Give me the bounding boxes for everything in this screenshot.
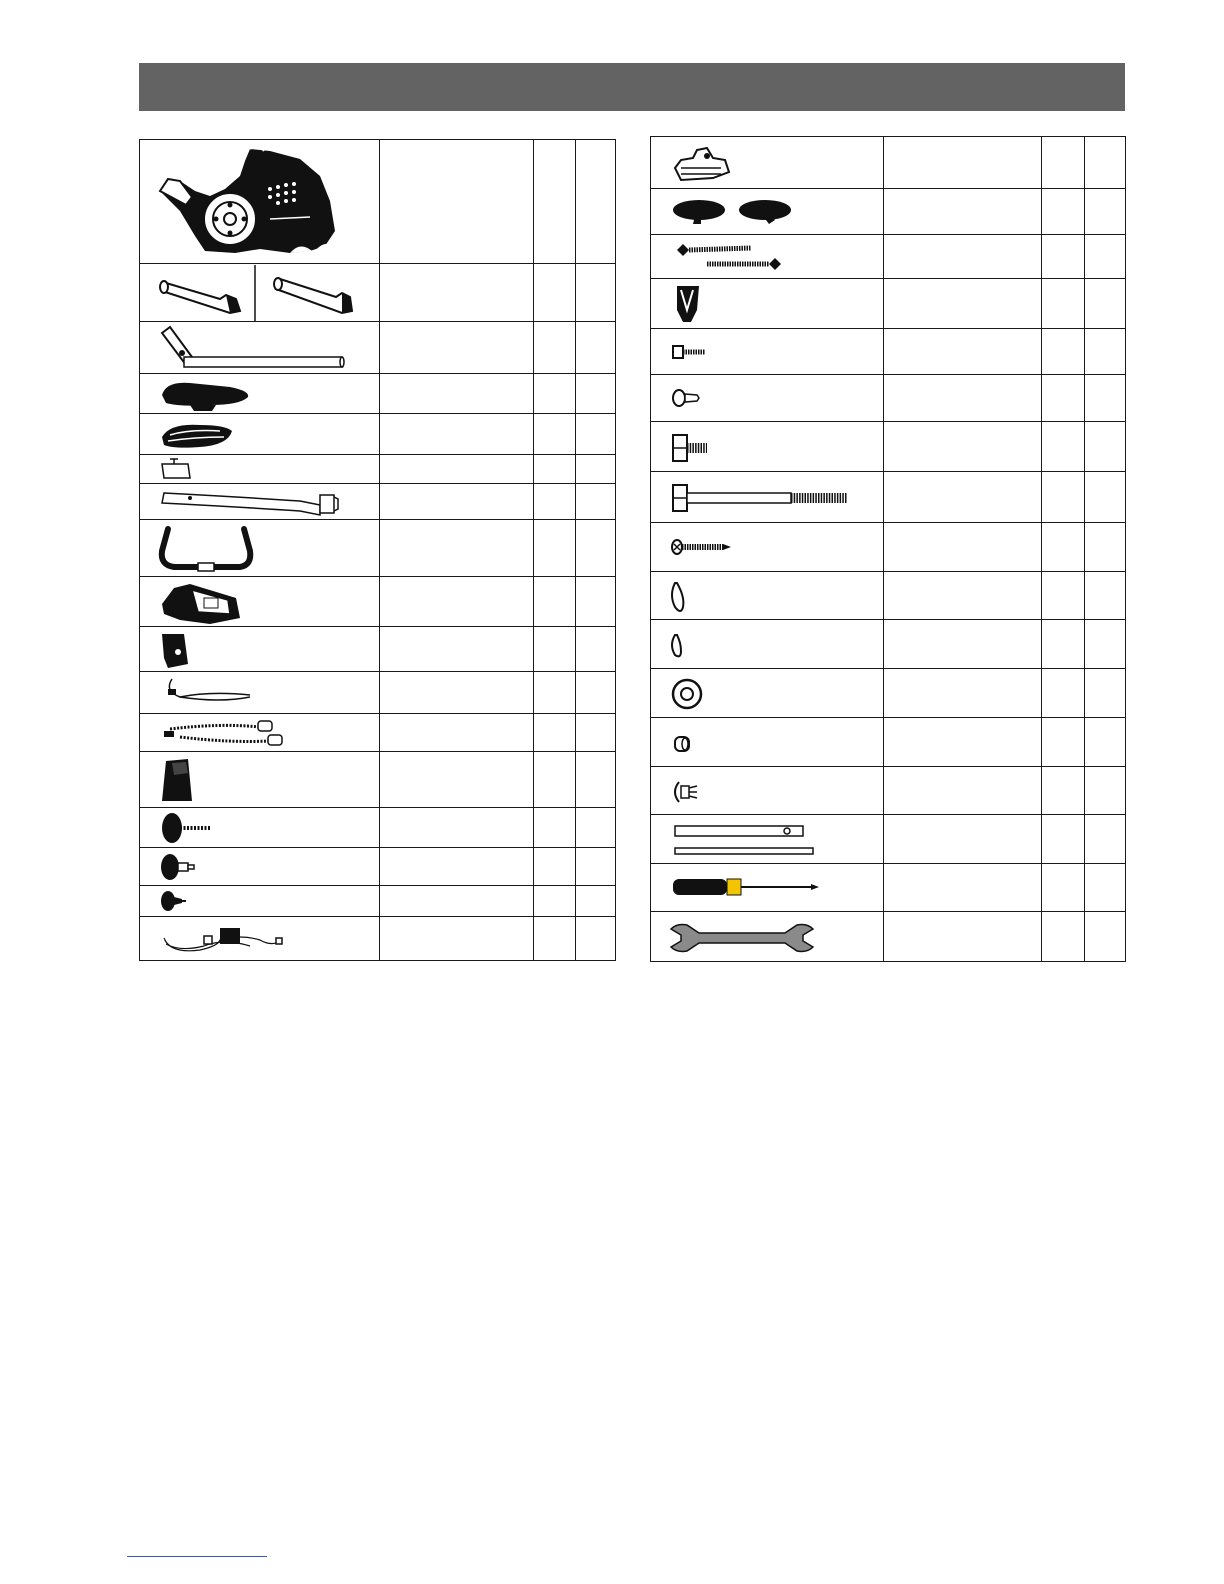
part-number-cell <box>1042 279 1085 329</box>
part-image-cell <box>651 864 884 912</box>
table-row <box>140 848 616 886</box>
part-description-cell <box>380 322 534 374</box>
part-description-cell <box>884 329 1042 375</box>
part-quantity-cell <box>1085 669 1126 718</box>
part-number-cell <box>534 140 576 264</box>
seat-post-cover-icon <box>651 280 882 328</box>
part-quantity-cell <box>1085 815 1126 864</box>
part-number-cell <box>1042 375 1085 422</box>
part-description-cell <box>380 627 534 672</box>
part-image-cell <box>651 572 884 620</box>
part-number-cell <box>534 752 576 808</box>
seat-icon <box>140 375 378 413</box>
part-description-cell <box>884 235 1042 279</box>
part-image-cell <box>140 848 380 886</box>
table-row <box>140 714 616 752</box>
table-row <box>140 752 616 808</box>
main-frame-icon <box>140 141 378 263</box>
parts-table-left <box>139 139 616 961</box>
part-number-cell <box>1042 137 1085 189</box>
part-image-cell <box>140 484 380 520</box>
table-row <box>651 523 1126 572</box>
part-number-cell <box>534 484 576 520</box>
part-description-cell <box>884 523 1042 572</box>
table-row <box>651 864 1126 912</box>
table-row <box>140 414 616 455</box>
table-row <box>651 235 1126 279</box>
part-description-cell <box>884 375 1042 422</box>
pedal-straps-icon <box>651 236 882 278</box>
part-description-cell <box>884 472 1042 523</box>
part-image-cell <box>140 264 380 322</box>
part-description-cell <box>884 189 1042 235</box>
part-quantity-cell <box>1085 472 1126 523</box>
seat-rail-icon <box>140 485 378 519</box>
table-row <box>651 375 1126 422</box>
part-description-cell <box>884 767 1042 815</box>
part-description-cell <box>884 572 1042 620</box>
part-quantity-cell <box>576 264 616 322</box>
table-row <box>651 572 1126 620</box>
part-description-cell <box>380 672 534 714</box>
part-image-cell <box>651 669 884 718</box>
handlebar-icon <box>140 521 378 576</box>
part-quantity-cell <box>576 322 616 374</box>
part-quantity-cell <box>576 140 616 264</box>
part-number-cell <box>1042 235 1085 279</box>
part-quantity-cell <box>1085 189 1126 235</box>
part-description-cell <box>380 140 534 264</box>
pedals-icon <box>651 190 882 234</box>
part-number-cell <box>534 455 576 484</box>
screwdriver-icon <box>651 865 882 911</box>
part-image-cell <box>651 279 884 329</box>
part-quantity-cell <box>1085 279 1126 329</box>
part-quantity-cell <box>1085 620 1126 669</box>
part-image-cell <box>140 455 380 484</box>
table-row <box>651 718 1126 767</box>
part-quantity-cell <box>1085 329 1126 375</box>
part-quantity-cell <box>1085 912 1126 962</box>
part-description-cell <box>380 264 534 322</box>
part-number-cell <box>534 848 576 886</box>
part-image-cell <box>651 815 884 864</box>
part-quantity-cell <box>1085 572 1126 620</box>
small-knob-icon <box>140 887 378 916</box>
part-number-cell <box>534 322 576 374</box>
large-knob-icon <box>140 809 378 847</box>
part-image-cell <box>140 414 380 455</box>
part-description-cell <box>884 620 1042 669</box>
table-row <box>651 669 1126 718</box>
console-icon <box>140 578 378 626</box>
part-description-cell <box>884 279 1042 329</box>
wrench-icon <box>651 913 882 961</box>
part-number-cell <box>1042 767 1085 815</box>
part-image-cell <box>140 917 380 961</box>
table-row <box>140 455 616 484</box>
parts-table-right <box>650 136 1126 962</box>
part-description-cell <box>884 718 1042 767</box>
part-quantity-cell <box>576 484 616 520</box>
part-number-cell <box>534 917 576 961</box>
seat-back-icon <box>140 415 378 454</box>
part-image-cell <box>651 329 884 375</box>
large-split-washer-icon <box>651 573 882 619</box>
part-image-cell <box>651 137 884 189</box>
part-image-cell <box>140 808 380 848</box>
part-quantity-cell <box>576 374 616 414</box>
part-image-cell <box>651 235 884 279</box>
table-row <box>140 917 616 961</box>
hex-key-icon <box>651 816 882 863</box>
part-number-cell <box>534 886 576 917</box>
part-quantity-cell <box>1085 864 1126 912</box>
part-number-cell <box>1042 912 1085 962</box>
part-description-cell <box>380 520 534 577</box>
part-image-cell <box>651 718 884 767</box>
part-quantity-cell <box>1085 375 1126 422</box>
part-number-cell <box>534 672 576 714</box>
part-number-cell <box>1042 864 1085 912</box>
table-row <box>140 886 616 917</box>
part-description-cell <box>884 137 1042 189</box>
part-quantity-cell <box>576 917 616 961</box>
stabilizer-icon <box>140 265 378 321</box>
table-row <box>140 322 616 374</box>
part-image-cell <box>140 140 380 264</box>
part-image-cell <box>140 752 380 808</box>
part-quantity-cell <box>1085 137 1126 189</box>
part-image-cell <box>140 374 380 414</box>
part-number-cell <box>1042 472 1085 523</box>
part-description-cell <box>380 374 534 414</box>
part-number-cell <box>1042 523 1085 572</box>
part-image-cell <box>651 189 884 235</box>
part-number-cell <box>1042 620 1085 669</box>
part-quantity-cell <box>576 455 616 484</box>
part-image-cell <box>140 714 380 752</box>
part-quantity-cell <box>576 520 616 577</box>
part-quantity-cell <box>576 752 616 808</box>
wire-tie-icon <box>651 768 882 814</box>
part-quantity-cell <box>576 808 616 848</box>
table-row <box>140 577 616 627</box>
part-image-cell <box>651 912 884 962</box>
part-number-cell <box>534 577 576 627</box>
part-quantity-cell <box>1085 523 1126 572</box>
seat-post-icon <box>140 323 378 373</box>
cap-screw-icon <box>651 376 882 421</box>
table-row <box>140 672 616 714</box>
header-bar <box>139 63 1125 111</box>
part-image-cell <box>140 577 380 627</box>
adjustment-knob-bracket-icon <box>651 138 882 188</box>
table-row <box>651 912 1126 962</box>
power-adapter-icon <box>140 918 378 960</box>
part-description-cell <box>380 917 534 961</box>
table-row <box>140 627 616 672</box>
part-quantity-cell <box>576 577 616 627</box>
part-number-cell <box>534 627 576 672</box>
part-description-cell <box>380 714 534 752</box>
table-row <box>140 520 616 577</box>
part-description-cell <box>380 808 534 848</box>
part-number-cell <box>534 714 576 752</box>
phillips-screw-icon <box>651 524 882 571</box>
part-number-cell <box>1042 815 1085 864</box>
seat-slider-icon <box>140 456 378 483</box>
part-quantity-cell <box>576 848 616 886</box>
part-image-cell <box>651 523 884 572</box>
part-number-cell <box>1042 572 1085 620</box>
part-number-cell <box>1042 329 1085 375</box>
part-quantity-cell <box>576 886 616 917</box>
part-description-cell <box>380 848 534 886</box>
part-image-cell <box>651 620 884 669</box>
table-row <box>140 374 616 414</box>
part-image-cell <box>651 422 884 472</box>
part-quantity-cell <box>1085 422 1126 472</box>
console-bracket-icon <box>140 628 378 671</box>
flat-washer-icon <box>651 670 882 717</box>
table-row <box>140 484 616 520</box>
part-number-cell <box>534 374 576 414</box>
part-quantity-cell <box>576 627 616 672</box>
small-bolt-icon <box>651 330 882 374</box>
part-quantity-cell <box>1085 718 1126 767</box>
part-description-cell <box>380 752 534 808</box>
table-row <box>140 808 616 848</box>
medium-knob-icon <box>140 849 378 885</box>
table-row <box>651 422 1126 472</box>
part-image-cell <box>140 627 380 672</box>
table-row <box>651 472 1126 523</box>
part-description-cell <box>884 815 1042 864</box>
part-quantity-cell <box>1085 235 1126 279</box>
part-description-cell <box>380 886 534 917</box>
part-image-cell <box>140 520 380 577</box>
part-quantity-cell <box>576 672 616 714</box>
part-image-cell <box>651 472 884 523</box>
part-description-cell <box>380 484 534 520</box>
table-row <box>651 329 1126 375</box>
part-description-cell <box>380 577 534 627</box>
table-row <box>140 140 616 264</box>
part-number-cell <box>1042 669 1085 718</box>
part-description-cell <box>884 864 1042 912</box>
part-number-cell <box>534 808 576 848</box>
part-number-cell <box>534 264 576 322</box>
part-description-cell <box>380 455 534 484</box>
pulse-wire-icon <box>140 715 378 751</box>
table-row <box>651 815 1126 864</box>
sensor-wire-icon <box>140 673 378 713</box>
spacer-icon <box>651 719 882 766</box>
table-row <box>651 767 1126 815</box>
handlebar-cover-icon <box>140 753 378 807</box>
part-image-cell <box>651 375 884 422</box>
footer-link[interactable] <box>127 1556 267 1557</box>
part-image-cell <box>140 672 380 714</box>
part-number-cell <box>534 520 576 577</box>
table-row <box>651 189 1126 235</box>
part-image-cell <box>651 767 884 815</box>
part-number-cell <box>1042 718 1085 767</box>
short-hex-bolt-icon <box>651 423 882 471</box>
part-quantity-cell <box>576 414 616 455</box>
small-split-washer-icon <box>651 621 882 668</box>
part-description-cell <box>884 912 1042 962</box>
table-row <box>651 620 1126 669</box>
part-image-cell <box>140 322 380 374</box>
part-image-cell <box>140 886 380 917</box>
part-description-cell <box>380 414 534 455</box>
table-row <box>140 264 616 322</box>
part-number-cell <box>534 414 576 455</box>
part-description-cell <box>884 669 1042 718</box>
part-quantity-cell <box>1085 767 1126 815</box>
table-row <box>651 279 1126 329</box>
part-number-cell <box>1042 189 1085 235</box>
part-description-cell <box>884 422 1042 472</box>
part-quantity-cell <box>576 714 616 752</box>
table-row <box>651 137 1126 189</box>
part-number-cell <box>1042 422 1085 472</box>
long-hex-bolt-icon <box>651 473 882 522</box>
